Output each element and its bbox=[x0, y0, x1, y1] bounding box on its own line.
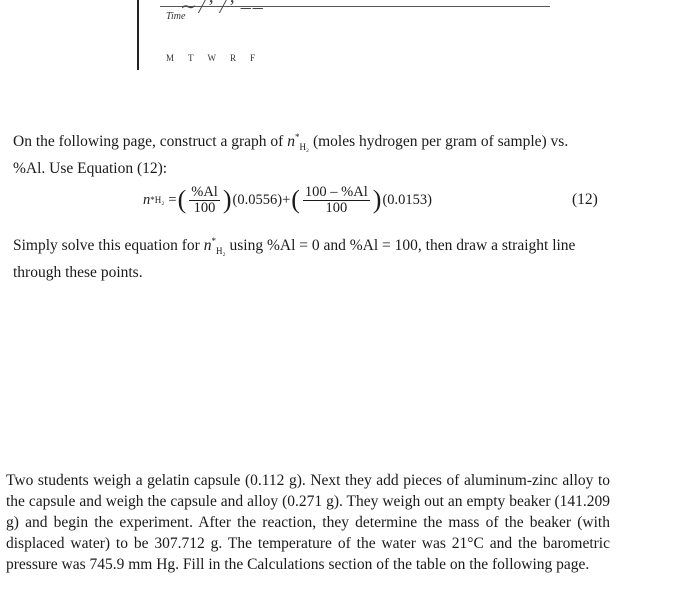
eq-fraction-2 bbox=[303, 185, 370, 216]
p2-variable-sub: H₂ bbox=[215, 246, 226, 256]
eq-lhs-sup: * bbox=[150, 195, 155, 205]
p2-variable-sup: * bbox=[211, 236, 216, 246]
weekday-tuesday: T bbox=[188, 53, 194, 63]
p1-variable-n: n bbox=[287, 133, 295, 150]
time-label: Time bbox=[166, 11, 186, 22]
eq-lhs-variable: n bbox=[143, 191, 151, 208]
weekday-row bbox=[166, 53, 269, 63]
eq-paren-close-1: ) bbox=[222, 185, 232, 214]
p1-text-end: (moles hydrogen per gram of sample) vs. bbox=[309, 133, 569, 150]
eq-paren-close-2: ) bbox=[372, 185, 382, 214]
weekday-thursday: R bbox=[230, 53, 237, 63]
eq-lhs-sub: H₂ bbox=[154, 195, 165, 205]
solve-instruction-paragraph bbox=[13, 231, 613, 283]
handwritten-date: ∼/’ /’ –– bbox=[180, 0, 265, 18]
p2-line2: through these points. bbox=[13, 264, 143, 281]
eq-paren-open-1: ( bbox=[177, 185, 187, 214]
p2-text-end: using %Al = 0 and %Al = 100, then draw a straight line bbox=[225, 237, 576, 254]
eq-frac1-numerator: %Al bbox=[191, 183, 218, 200]
eq-coefficient-2: (0.0153) bbox=[382, 191, 432, 208]
p2-text-start: Simply solve this equation for bbox=[13, 237, 204, 254]
equation-number: (12) bbox=[572, 191, 598, 208]
eq-frac1-denominator: 100 bbox=[193, 199, 216, 216]
eq-fraction-1 bbox=[189, 185, 220, 216]
graph-instruction-paragraph bbox=[13, 127, 613, 179]
p2-variable-n: n bbox=[203, 237, 212, 254]
p1-line2: %Al. Use Equation (12): bbox=[13, 160, 168, 177]
eq-frac2-denominator: 100 bbox=[325, 199, 348, 216]
eq-coefficient-1: (0.0556) bbox=[232, 191, 283, 208]
form-border-line bbox=[137, 0, 139, 70]
weekday-monday: M bbox=[166, 53, 175, 63]
p1-variable-sub: H₂ bbox=[299, 142, 310, 152]
eq-paren-open-2: ( bbox=[291, 185, 300, 214]
p1-variable-sup: * bbox=[294, 132, 300, 142]
weekday-friday: F bbox=[250, 53, 256, 63]
p1-text-start: On the following page, construct a graph of bbox=[13, 133, 288, 150]
eq-plus-sign: + bbox=[282, 191, 291, 208]
equation-12 bbox=[143, 180, 432, 220]
weekday-wednesday: W bbox=[207, 53, 217, 63]
experiment-problem-paragraph: Two students weigh a gelatin capsule (0.112 g). Next they add pieces of aluminum-zinc alloy to the capsule and weigh the capsule and alloy (0.271 g). They weigh out an empty beaker (141.209 g) and begin the experiment. After the reaction, they determine the mass of the beaker (with displaced water) to be 307.712 g. The temperature of the water was 21°C and the barometric pressure was 745.9 mm Hg. Fill in the Calculations section of the table on the following page. bbox=[6, 472, 610, 573]
eq-frac2-numerator: 100 – %Al bbox=[304, 183, 368, 200]
eq-equals-sign: = bbox=[168, 191, 177, 208]
